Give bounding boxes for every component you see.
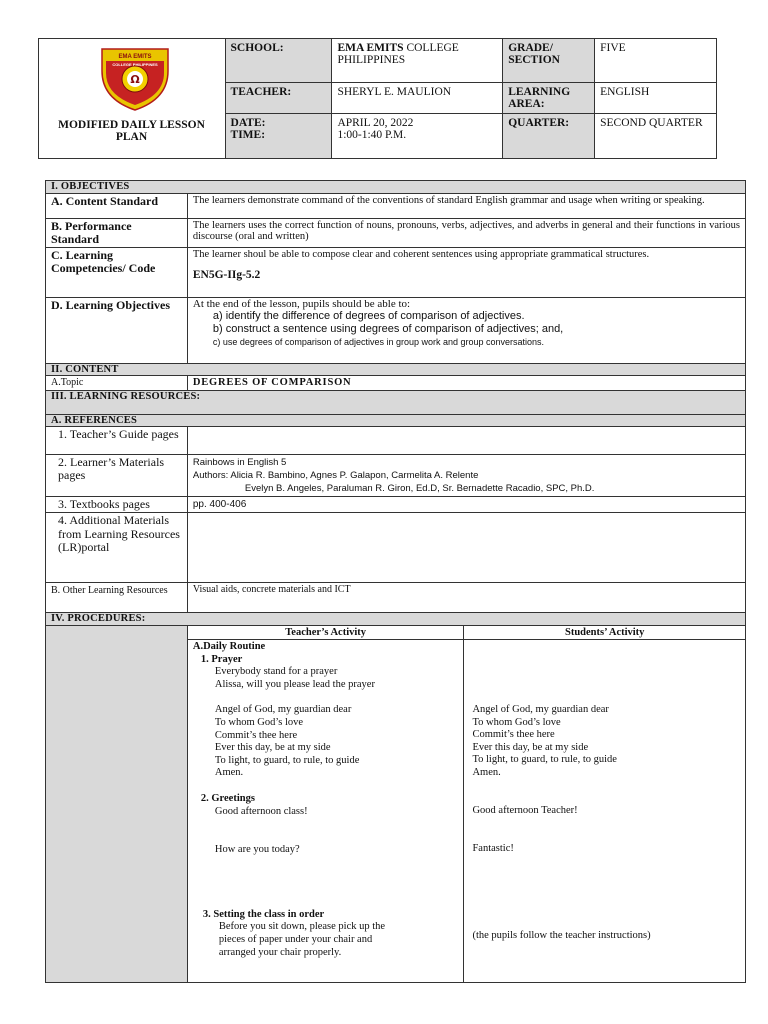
lm-line-2: Authors: Alicia R. Bambino, Agnes P. Galapon, Carmelita A. Relente (192, 470, 479, 481)
topic-value: DEGREES OF COMPARISON (187, 376, 745, 391)
teacher-activity-header: Teacher’s Activity (187, 625, 464, 640)
student-activity-cell (464, 640, 746, 983)
greet-teacher-line-1: Good afternoon class! (214, 805, 308, 817)
prayer-teacher-block (193, 666, 459, 780)
learners-materials-label: 2. Learner’s Materials pages (46, 455, 188, 497)
date-time-value (332, 114, 503, 159)
prayer-teacher-line-2: Alissa, will you please lead the prayer (214, 678, 375, 690)
student-prayer-4: Ever this day, be at my side (472, 741, 589, 753)
student-prayer-5: To light, to guard, to rule, to guide (472, 754, 617, 766)
logo-subtext: COLLEGE PHILIPPINES (112, 62, 158, 67)
content-standard-text: The learners demonstrate command of the conventions of standard English grammar and usage when writing or speaking. (187, 193, 745, 218)
order-teacher-line-1: Before you sit down, please pick up the (218, 921, 386, 933)
lm-line-3: Evelyn B. Angeles, Paraluman R. Giron, Ed.D, Sr. Bernadette Racadio, SPC, Ph.D. (244, 483, 595, 494)
other-resources-value: Visual aids, concrete materials and ICT (187, 583, 745, 613)
quarter-value: SECOND QUARTER (595, 114, 717, 159)
learning-objectives-cell (187, 297, 745, 363)
prayer-teacher-line-1: Everybody stand for a prayer (214, 666, 338, 678)
student-order-1: (the pupils follow the teacher instructions) (472, 929, 651, 941)
references-heading: A. REFERENCES (46, 414, 746, 427)
school-value-rest: COLLEGE PHILIPPINES (337, 42, 459, 66)
daily-routine-heading: A.Daily Routine (192, 641, 266, 652)
competency-code: EN5G-IIg-5.2 (192, 269, 261, 281)
quarter-label: QUARTER: (503, 114, 595, 159)
objectives-section: I. OBJECTIVES (46, 181, 746, 194)
teachers-guide-label: 1. Teacher’s Guide pages (46, 427, 188, 455)
prayer-text-3: Commit’s thee here (214, 729, 298, 741)
prayer-text-2: To whom God’s love (214, 716, 304, 728)
textbooks-value: pp. 400-406 (187, 497, 745, 513)
resources-section: III. LEARNING RESOURCES: (46, 390, 746, 414)
teachers-guide-value (187, 427, 745, 455)
performance-standard-text: The learners uses the correct function of nouns, pronouns, verbs, adjectives, and adverbs in general and their functions in various discourse (oral and written) (187, 218, 745, 247)
school-value (332, 39, 503, 83)
grade-value: FIVE (595, 39, 717, 83)
objectives-intro: At the end of the lesson, pupils should be able to: (192, 297, 411, 310)
additional-materials-label: 4. Additional Materials from Learning Resources (LR)portal (46, 513, 188, 583)
prayer-text-5: To light, to guard, to rule, to guide (214, 754, 360, 766)
time-value: 1:00-1:40 P.M. (337, 129, 407, 141)
procedures-section: IV. PROCEDURES: (46, 613, 746, 626)
student-greet-1: Good afternoon Teacher! (472, 804, 578, 816)
objective-c: c) use degrees of comparison of adjectives in group work and group conversations. (212, 337, 545, 347)
objective-b: b) construct a sentence using degrees of comparison of adjectives; and, (212, 323, 564, 335)
school-label: SCHOOL: (225, 39, 332, 83)
logo-text: EMA EMITS (118, 54, 152, 60)
student-prayer-6: Amen. (472, 766, 501, 778)
prayer-heading: 1. Prayer (200, 653, 243, 665)
svg-text:Ω: Ω (130, 73, 140, 86)
student-prayer-1: Angel of God, my guardian dear (472, 704, 609, 715)
lm-line-1: Rainbows in English 5 (192, 457, 287, 468)
logo-cell (39, 39, 226, 159)
area-label: LEARNING AREA: (503, 83, 595, 114)
textbooks-label: 3. Textbooks pages (46, 497, 188, 513)
student-activity-header: Students’ Activity (464, 625, 746, 640)
objective-a: a) identify the difference of degrees of comparison of adjectives. (212, 310, 525, 322)
learning-objectives-label: D. Learning Objectives (46, 297, 188, 363)
performance-label-text: B. Performance Standard (51, 218, 132, 246)
grade-label: GRADE/ SECTION (503, 39, 595, 83)
prayer-text-6: Amen. (214, 767, 244, 779)
date-value: APRIL 20, 2022 (337, 117, 414, 129)
lesson-plan-table (45, 180, 746, 983)
order-teacher-line-2: pieces of paper under your chair and (218, 933, 373, 945)
student-greet-2: Fantastic! (472, 843, 514, 855)
plan-title: MODIFIED DAILY LESSON PLAN (58, 119, 205, 143)
teacher-activity-cell (187, 640, 464, 983)
teacher-label: TEACHER: (225, 83, 332, 114)
content-section: II. CONTENT (46, 363, 746, 376)
competency-cell (187, 247, 745, 297)
date-label: DATE: (230, 117, 266, 129)
date-time-label (225, 114, 332, 159)
order-teacher-line-3: arranged your chair properly. (218, 946, 342, 958)
student-prayer-2: To whom God’s love (472, 716, 561, 728)
greetings-heading: 2. Greetings (200, 792, 255, 804)
learners-materials-cell (187, 455, 745, 497)
header-table (38, 38, 717, 159)
student-prayer-3: Commit’s thee here (472, 729, 555, 741)
prayer-text-1: Angel of God, my guardian dear (214, 704, 352, 716)
teacher-value: SHERYL E. MAULION (332, 83, 503, 114)
performance-standard-label (46, 218, 188, 247)
competency-text: The learner shoul be able to compose clear and coherent sentences using appropriate grammatical structures. (192, 248, 650, 260)
competency-label: C. Learning Competencies/ Code (46, 247, 188, 297)
procedures-left-blank (46, 625, 188, 983)
area-value: ENGLISH (595, 83, 717, 114)
topic-label: A.Topic (46, 376, 188, 391)
school-value-bold: EMA EMITS (337, 42, 404, 54)
additional-materials-value (187, 513, 745, 583)
prayer-text-4: Ever this day, be at my side (214, 742, 331, 754)
other-resources-label: B. Other Learning Resources (46, 583, 188, 613)
order-heading: 3. Setting the class in order (202, 908, 325, 920)
content-standard-label: A. Content Standard (46, 193, 188, 218)
time-label: TIME: (230, 129, 266, 141)
greet-teacher-line-2: How are you today? (214, 844, 300, 856)
